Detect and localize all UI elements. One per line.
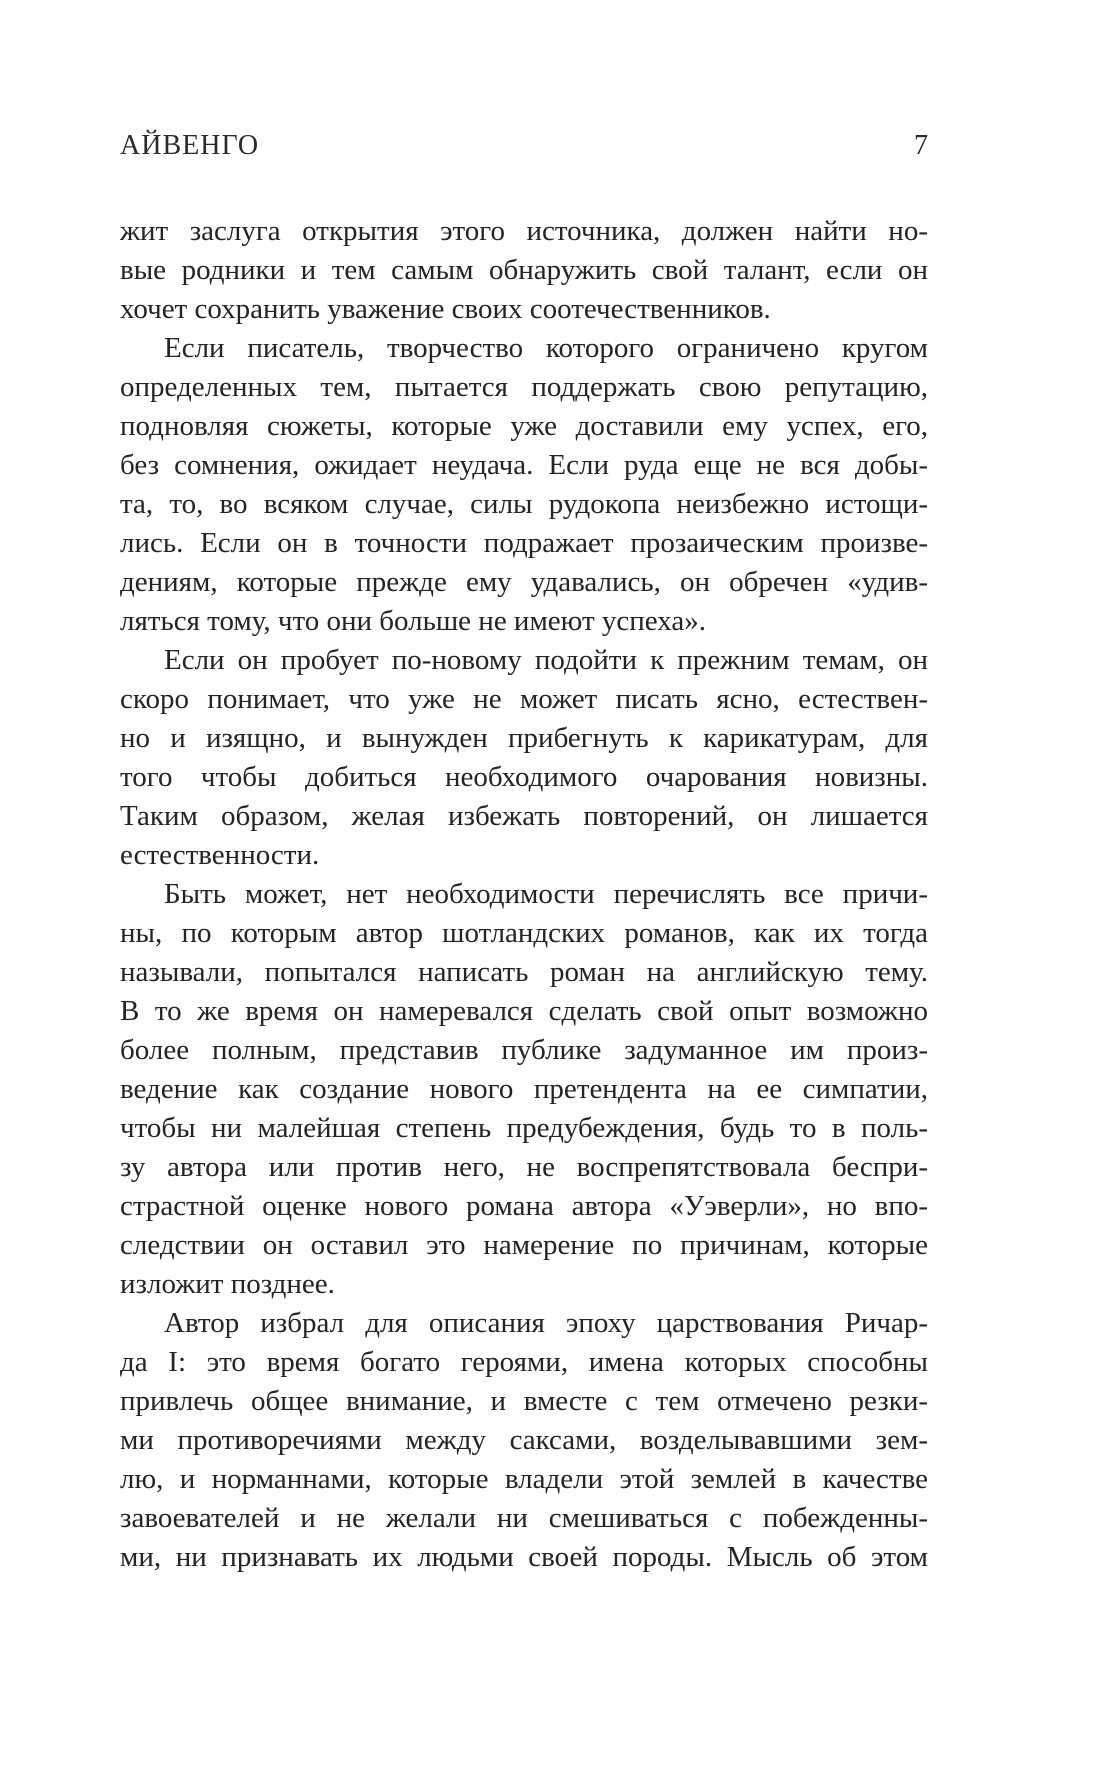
text-line: ны, по которым автор шотландских романов, как их тогда xyxy=(120,917,928,949)
paragraph xyxy=(120,212,928,329)
text-line: дениям, которые прежде ему удавались, он обречен «удив- xyxy=(120,566,928,598)
text-line: чтобы ни малейшая степень предубеждения, будь то в поль- xyxy=(120,1112,928,1144)
text-line: Таким образом, желая избежать повторений, он лишается xyxy=(120,800,928,832)
text-line: лись. Если он в точности подражает прозаическим произве- xyxy=(120,527,928,559)
text-line: Если он пробует по-новому подойти к прежним темам, он xyxy=(164,644,928,676)
paragraph xyxy=(120,875,928,1304)
text-line: Если писатель, творчество которого ограничено кругом xyxy=(164,332,928,364)
page-number: 7 xyxy=(914,130,928,161)
text-line: называли, попытался написать роман на английскую тему. xyxy=(120,956,928,988)
text-line: В то же время он намеревался сделать свой опыт возможно xyxy=(120,995,928,1027)
text-line: жит заслуга открытия этого источника, должен найти но- xyxy=(120,215,928,247)
text-line: да I: это время богато героями, имена которых способны xyxy=(120,1346,928,1378)
text-line: ведение как создание нового претендента на ее симпатии, xyxy=(120,1073,928,1105)
text-line: изложит позднее. xyxy=(120,1268,335,1300)
text-line: завоевателей и не желали ни смешиваться с побежденны- xyxy=(120,1502,928,1534)
running-header xyxy=(120,130,928,164)
text-line: та, то, во всяком случае, силы рудокопа неизбежно истощи- xyxy=(120,488,928,520)
text-line: подновляя сюжеты, которые уже доставили ему успех, его, xyxy=(120,410,928,442)
text-line: вые родники и тем самым обнаружить свой талант, если он xyxy=(120,254,928,286)
text-line: но и изящно, и вынужден прибегнуть к карикатурам, для xyxy=(120,722,928,754)
text-line: ми противоречиями между саксами, возделывавшими зем- xyxy=(120,1424,928,1456)
running-header-title: АЙВЕНГО xyxy=(120,130,260,161)
text-line: привлечь общее внимание, и вместе с тем отмечено резки- xyxy=(120,1385,928,1417)
text-line: без сомнения, ожидает неудача. Если руда еще не вся добы- xyxy=(120,449,928,481)
text-line: естественности. xyxy=(120,839,320,871)
text-line: того чтобы добиться необходимого очарования новизны. xyxy=(120,761,928,793)
text-line: более полным, представив публике задуманное им произ- xyxy=(120,1034,928,1066)
text-line: хочет сохранить уважение своих соотечественников. xyxy=(120,293,771,325)
text-line: скоро понимает, что уже не может писать ясно, естествен- xyxy=(120,683,928,715)
paragraph xyxy=(120,641,928,875)
text-line: Автор избрал для описания эпоху царствования Ричар- xyxy=(164,1307,928,1339)
paragraph xyxy=(120,1304,928,1577)
text-line: лю, и норманнами, которые владели этой землей в качестве xyxy=(120,1463,928,1495)
text-line: следствии он оставил это намерение по причинам, которые xyxy=(120,1229,928,1261)
text-line: ми, ни признавать их людьми своей породы. Мысль об этом xyxy=(120,1541,928,1573)
text-line: ляться тому, что они больше не имеют успеха». xyxy=(120,605,707,637)
text-line: Быть может, нет необходимости перечислять все причи- xyxy=(164,878,928,910)
text-line: зу автора или против него, не воспрепятствовала беспри- xyxy=(120,1151,928,1183)
paragraph xyxy=(120,329,928,641)
text-body xyxy=(120,212,928,1577)
text-line: страстной оценке нового романа автора «Уэверли», но впо- xyxy=(120,1190,928,1222)
text-line: определенных тем, пытается поддержать свою репутацию, xyxy=(120,371,928,403)
